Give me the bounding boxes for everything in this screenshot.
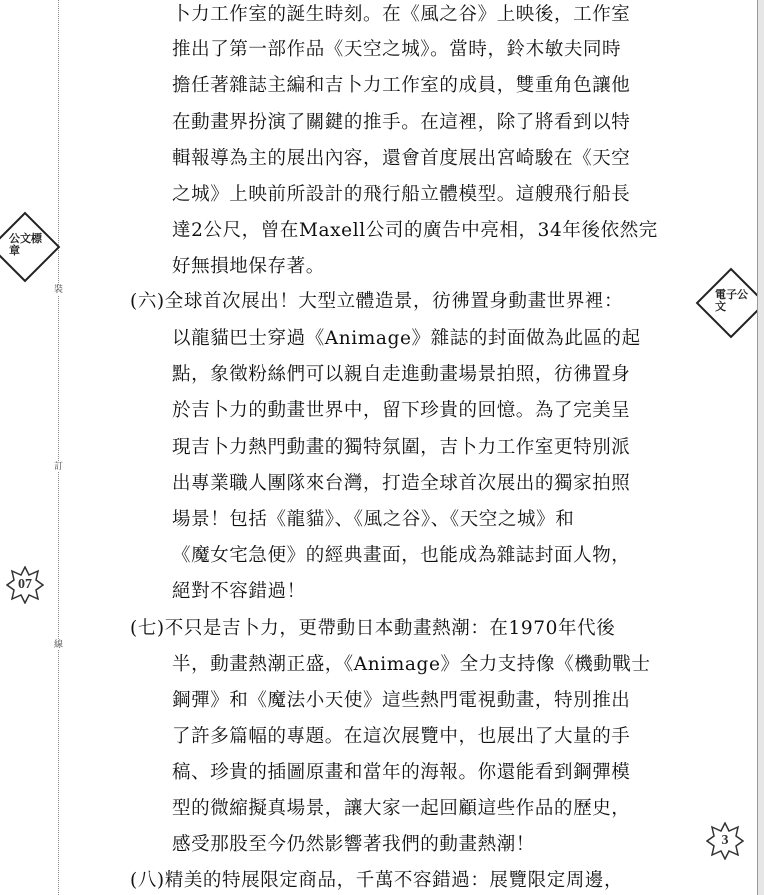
text-line: 在動畫界扮演了關鍵的推手。在這裡，除了將看到以特 — [172, 112, 631, 133]
text-line: 鋼彈》和《魔法小天使》這些熱門電視動畫，特別推出 — [172, 690, 631, 711]
text-line: 以龍貓巴士穿過《Animage》雜誌的封面做為此區的起 — [172, 328, 641, 349]
text-line: 推出了第一部作品《天空之城》。當時，鈴木敏夫同時 — [172, 39, 622, 60]
item-eight-heading: (八)精美的特展限定商品，千萬不容錯過：展覽限定周邊， — [130, 870, 624, 891]
text-line: 出專業職人團隊來台灣，打造全球首次展出的獨家拍照 — [172, 473, 631, 494]
text-line: 好無損地保存著。 — [172, 256, 325, 277]
text-line: 於吉卜力的動畫世界中，留下珍貴的回憶。為了完美呈 — [172, 400, 631, 421]
binding-mark-ding: 訂 — [54, 462, 64, 472]
text-line: 半，動畫熱潮正盛，《Animage》全力支持像《機動戰士 — [172, 654, 651, 675]
right-official-stamp: 電子公文 — [696, 268, 764, 339]
text-line: 達2公尺，曾在Maxell公司的廣告中亮相，34年後依然完 — [172, 220, 658, 241]
page-number-badge — [6, 566, 44, 604]
text-line: 型的微縮擬真場景，讓大家一起回顧這些作品的歷史， — [172, 798, 631, 819]
text-line: 場景！包括《龍貓》、《風之谷》、《天空之城》和 — [172, 509, 575, 530]
text-line: 輯報導為主的展出內容，還會首度展出宮崎駿在《天空 — [172, 148, 631, 169]
left-official-stamp: 公文標章 — [0, 212, 60, 283]
binding-mark-xian: 線 — [54, 640, 64, 650]
text-line: 感受那股至今仍然影響著我們的動畫熱潮！ — [172, 834, 535, 855]
text-line: 絕對不容錯過！ — [172, 581, 306, 602]
text-line: 擔任著雜誌主編和吉卜力工作室的成員，雙重角色讓他 — [172, 75, 631, 96]
item-six-heading: (六)全球首次展出！大型立體造景，彷彿置身動畫世界裡： — [130, 291, 624, 312]
page-edge-gutter — [757, 0, 764, 895]
text-line: 點，象徵粉絲們可以親自走進動畫場景拍照，彷彿置身 — [172, 364, 631, 385]
binding-mark-zhuang: 裝 — [54, 285, 64, 295]
text-line: 之城》上映前所設計的飛行船立體模型。這艘飛行船長 — [172, 184, 631, 205]
text-line: 了許多篇幅的專題。在這次展覽中，也展出了大量的手 — [172, 726, 631, 747]
corner-badge — [706, 822, 744, 860]
page-number: 07 — [18, 577, 32, 592]
binding-dotted-line — [58, 0, 59, 895]
text-line: 卜力工作室的誕生時刻。在《風之谷》上映後，工作室 — [172, 4, 631, 25]
text-line: 稿、珍貴的插圖原畫和當年的海報。你還能看到鋼彈模 — [172, 762, 631, 783]
text-line: 《魔女宅急便》的經典畫面，也能成為雜誌封面人物， — [172, 545, 631, 566]
item-seven-heading: (七)不只是吉卜力，更帶動日本動畫熱潮：在1970年代後 — [130, 618, 616, 639]
corner-badge-number: 3 — [721, 833, 729, 848]
text-line: 現吉卜力熱門動畫的獨特氛圍，吉卜力工作室更特別派 — [172, 437, 631, 458]
